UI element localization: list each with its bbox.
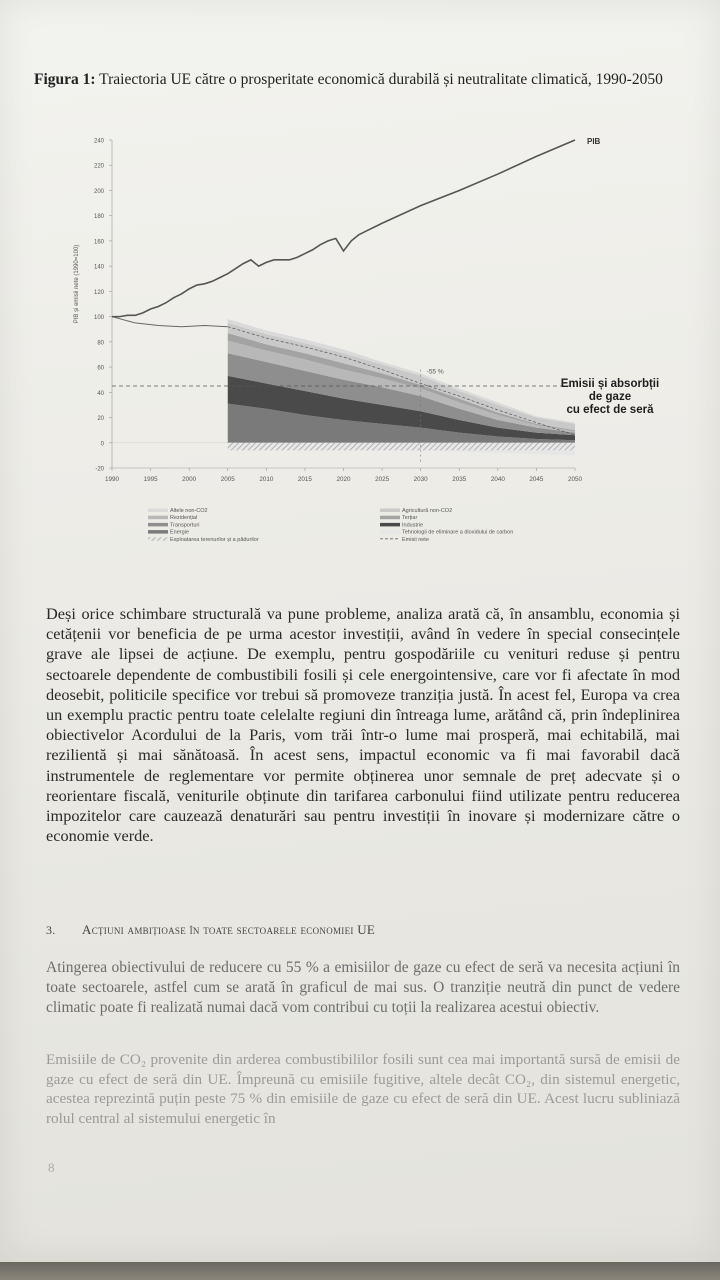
legend-swatch [380, 523, 400, 527]
x-tick-label: 2040 [490, 476, 505, 483]
legend-label: Tehnologii de eliminare a dioxidului de carbon [402, 529, 514, 536]
y-tick-label: 180 [93, 214, 104, 221]
legend-swatch [148, 523, 168, 527]
emissions-label-line: Emisii și absorbții [560, 377, 660, 390]
y-tick-label: 20 [97, 416, 104, 423]
section-title: Acțiuni ambițioase în toate sectoarele economiei UE [82, 922, 376, 937]
y-tick-label: -20 [95, 466, 104, 473]
figure-title-lead: Figura 1: [34, 71, 96, 88]
emissions-gdp-chart [70, 130, 660, 560]
table-surface [0, 1262, 720, 1280]
legend-swatch [148, 537, 168, 541]
gdp-label: PIB [587, 136, 601, 146]
y-tick-label: 80 [97, 340, 104, 347]
x-tick-label: 2035 [452, 476, 467, 483]
x-tick-label: 2010 [259, 476, 274, 483]
x-tick-label: 2000 [182, 476, 197, 483]
sink-area [228, 450, 575, 455]
legend-swatch [380, 516, 400, 520]
legend-label: Altele non-CO2 [170, 508, 208, 514]
y-tick-label: 60 [97, 365, 104, 372]
legend-swatch [380, 509, 400, 513]
y-tick-label: 240 [93, 138, 104, 145]
legend-label: Terțiar [402, 515, 418, 522]
page-number: 8 [48, 1160, 55, 1175]
legend-label: Emisii nete [402, 536, 429, 543]
legend-label: Rezidențial [170, 515, 198, 522]
x-tick-label: 2025 [375, 476, 390, 483]
y-tick-label: 160 [93, 239, 104, 246]
legend-label: Industrie [402, 522, 424, 529]
legend-label: Energie [170, 529, 189, 536]
section-heading [46, 922, 686, 938]
emissions-label-line: cu efect de seră [566, 403, 654, 416]
y-tick-label: 0 [100, 441, 104, 448]
y-tick-label: 120 [93, 289, 104, 296]
y-tick-label: 140 [93, 264, 104, 271]
x-tick-label: 1995 [143, 476, 158, 483]
gdp-line [112, 140, 575, 317]
figure-title-text: Traiectoria UE către o prosperitate economică durabilă și neutralitate climatică, 1990-2050 [99, 71, 663, 88]
y-tick-label: 100 [93, 315, 104, 322]
legend-label: Exploatarea terenurilor și a pădurilor [170, 536, 259, 543]
y-tick-label: 40 [97, 390, 104, 397]
y-axis-label: PIB și emisii nete (1990=100) [74, 244, 80, 324]
legend-swatch [148, 509, 168, 513]
x-tick-label: 1990 [104, 476, 120, 483]
historical-emissions-line [112, 317, 228, 327]
sink-area [228, 443, 575, 451]
x-tick-label: 2030 [413, 476, 428, 483]
y-tick-label: 200 [93, 188, 104, 195]
legend-swatch [380, 530, 400, 534]
reduction-annotation: -55 % [426, 368, 444, 376]
x-tick-label: 2015 [297, 476, 312, 483]
figure-title [34, 70, 694, 89]
legend-label: Transporturi [170, 522, 200, 529]
x-tick-label: 2020 [336, 476, 351, 483]
body-paragraph: Deși orice schimbare structurală va pune probleme, analiza arată că, în ansamblu, economia și cetățenii vor beneficia de pe urma acestor investiții, având în vedere în special consecințele grave ale lipsei de acțiune. De exemplu, pentru gospodăriile cu venituri reduse și pentru sectoarele dependente de combustibili fosili și cele energointensive, care vor fi afectate în mod deosebit, politicile specifice vor trebui să promoveze tranziția justă. În acest fel, Europa va crea un exemplu practic pentru toate celelalte regiuni din întreaga lume, arătând că, prin îndeplinirea obiectivelor Acordului de la Paris, vom trăi într-o lume mai prosperă, mai echitabilă, mai rezilientă și mai sănătoasă. În acest sens, impactul economic va fi mai favorabil dacă instrumentele de reglementare vor permite obținerea unor semnale de preț adecvate și o reorientare fiscală, veniturile obținute din tarifarea carbonului fiind utilizate pentru reducerea impozitelor care cauzează denaturări sau pentru investiții în inovare și modernizare către o economie verde. [46, 604, 680, 846]
section-number: 3. [46, 923, 56, 937]
legend-label: Agricultură non-CO2 [402, 508, 453, 514]
legend-swatch [148, 516, 168, 520]
legend-swatch [148, 530, 168, 534]
x-tick-label: 2005 [220, 476, 235, 483]
x-tick-label: 2045 [529, 476, 544, 483]
paragraph-2: Atingerea obiectivului de reducere cu 55 % a emisiilor de gaze cu efect de seră va necesita acțiuni în toate sectoarele, astfel cum se arată în graficul de mai sus. O tranziție neutră din punct de vedere climatic poate fi realizată numai dacă vom contribui cu toții la realizarea acestui obiectiv. [46, 959, 680, 1016]
x-tick-label: 2050 [567, 476, 583, 483]
emissions-label-line: de gaze [588, 390, 632, 403]
paragraph-3: Emisiile de CO₂ provenite din arderea combustibililor fosili sunt cea mai importantă sursă de emisii de gaze cu efect de seră din UE. Împreună cu emisiile fugitive, altele decât CO₂, din sistemul energetic, acestea reprezintă puțin peste 75 % din emisiile de gaze cu efect de seră din UE. Acest lucru subliniază rolul central al sistemului energetic în [46, 1051, 680, 1127]
y-tick-label: 220 [93, 163, 104, 170]
